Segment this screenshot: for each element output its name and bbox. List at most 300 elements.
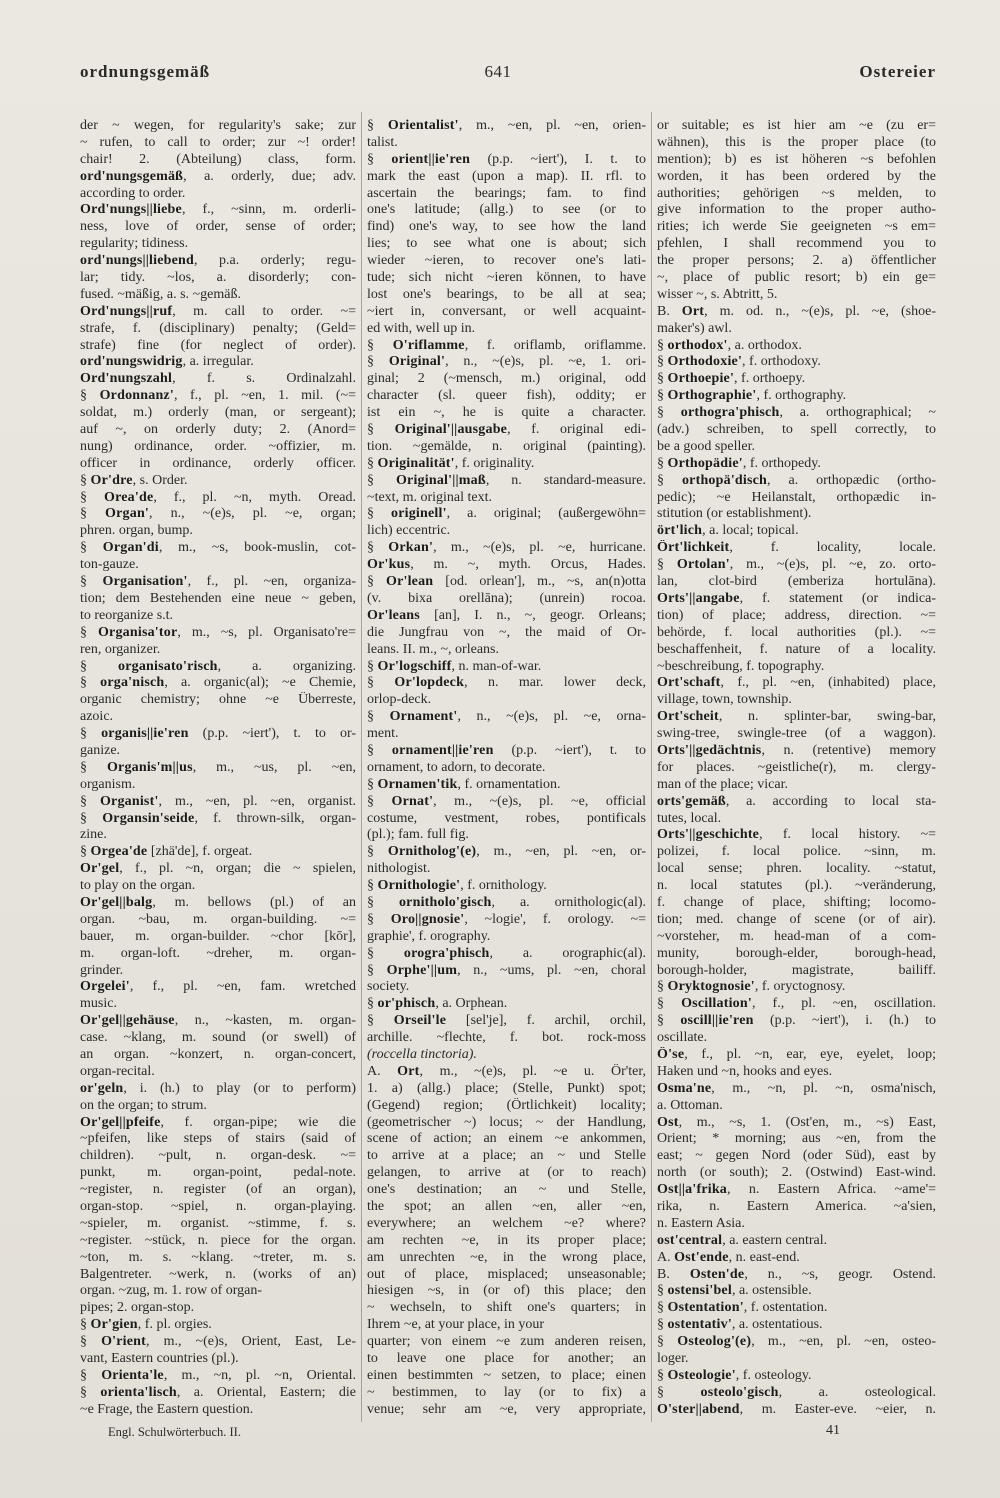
entry-text: , m. call to order. ~= <box>172 303 356 319</box>
entry-marker: § <box>657 979 668 995</box>
entry-line: music. <box>80 996 117 1012</box>
entry-line <box>367 659 646 676</box>
entry-line: ~e Frage, the Eastern question. <box>80 1401 254 1417</box>
entry-text: , a. ostensible. <box>731 1283 812 1299</box>
headword: Organist' <box>99 793 159 809</box>
entry-text: , a. osteological. <box>778 1384 936 1400</box>
headword: Or'kus <box>367 557 411 573</box>
entry-marker: § <box>657 371 668 387</box>
entry-text: , m. od. n., ~(e)s, pl. ~e, (shoe- <box>704 303 936 319</box>
headword: ornitholo'gisch <box>398 894 492 910</box>
entry-line: soldat, m.) orderly (man, or sergeant); <box>80 405 356 421</box>
entry-line: ~pfeifen, like steps of stairs (said of <box>80 1131 356 1147</box>
entry-marker: § <box>80 472 91 488</box>
entry-text: , m., ~(e)s, pl. ~e, official <box>433 793 646 809</box>
entry-line: ~iert in, conversant, or well acquaint- <box>367 303 646 319</box>
entry-line: swing-tree, swingle-tree (of a waggon). <box>657 726 936 742</box>
headword: Original' <box>388 354 446 370</box>
entry-marker: § <box>80 540 103 556</box>
entry-text: , m., ~en, pl. ~en, osteo- <box>751 1334 936 1350</box>
entry-line <box>657 979 936 996</box>
entry-line: mention); b) es ist höheren ~s befohlen <box>657 151 936 167</box>
headword: organisato'risch <box>118 658 218 674</box>
entry-line: graphie', f. orography. <box>367 928 491 944</box>
entry-marker: § <box>367 911 391 927</box>
headword: or'phisch <box>377 996 436 1012</box>
entry-line <box>367 675 646 692</box>
entry-line: lies; to see what one is about; sich <box>367 236 646 252</box>
entry-marker: § <box>657 388 668 404</box>
headword: O'riflamme <box>392 337 465 353</box>
entry-line: ~vorsteher, m. head-man of a com- <box>657 928 936 944</box>
entry-line: quarter; von einem ~e zum anderen reisen, <box>367 1334 646 1350</box>
entry-line: one's destination; an ~ und Stelle, <box>367 1182 646 1198</box>
entry-marker: § <box>367 844 388 860</box>
printer-imprint: Engl. Schulwörterbuch. II. <box>108 1425 241 1439</box>
entry-marker: § <box>80 506 106 522</box>
entry-line: pfehlen, I shall recommend you to <box>657 236 936 252</box>
headword: Organisa'tor <box>97 624 178 640</box>
headword: orts'gemäß <box>657 793 726 809</box>
entry-line <box>657 1081 936 1098</box>
entry-marker: § <box>657 557 677 573</box>
entry-line: ~ bestimmen, to lay (or to fix) a <box>367 1384 646 1400</box>
headword: Original'||ausgabe <box>394 422 508 438</box>
headword: orogra'phisch <box>403 945 490 961</box>
entry-line <box>657 1182 936 1199</box>
entry-line: bauer, m. organ-builder. ~chor [kōr], <box>80 928 356 944</box>
entry-line: ment. <box>367 726 399 742</box>
entry-line: local sense; phren. locality. ~statut, <box>657 861 936 877</box>
entry-line <box>367 777 646 794</box>
entry-line <box>80 1115 356 1132</box>
entry-line <box>657 371 936 388</box>
headword: Ortolan' <box>676 557 730 573</box>
headword: organis||ie'ren <box>101 726 189 742</box>
entry-line <box>80 473 356 490</box>
entry-text: , f. orthodoxy. <box>742 354 821 370</box>
entry-line: talist. <box>367 134 398 150</box>
entry-line: chair! 2. (Abteilung) class, form. <box>80 151 356 167</box>
entry-line <box>80 202 356 219</box>
entry-text: , a. local; topical. <box>702 523 799 539</box>
entry-line <box>80 726 356 743</box>
headword: Ö'se <box>657 1046 685 1062</box>
entry-text: , m., ~us, pl. ~en, <box>192 759 356 775</box>
entry-line <box>367 1013 646 1030</box>
entry-line: orlop-deck. <box>367 692 432 708</box>
entry-line <box>367 506 646 523</box>
entry-line: Haken und ~n, hooks and eyes. <box>657 1063 833 1079</box>
entry-text: , f. ostentation. <box>743 1300 828 1316</box>
entry-line <box>80 1368 356 1385</box>
headword: originell' <box>391 506 447 522</box>
entry-line: ~register, n. register (of an organ), <box>80 1182 356 1198</box>
entry-line <box>657 996 936 1013</box>
headword: Or'lopdeck <box>394 675 465 691</box>
entry-line <box>657 1250 936 1267</box>
entry-marker: § <box>367 675 395 691</box>
headword: Organis'm||us <box>106 759 193 775</box>
entry-line: find) one's way, to see how the land <box>367 219 646 235</box>
entry-line: tion; dem Bestehenden eine neue ~ geben, <box>80 590 356 606</box>
entry-line: ren, organizer. <box>80 641 161 657</box>
entry-line <box>367 743 646 760</box>
entry-text: [od. orlean'], m., ~s, an(n)otta <box>433 574 646 590</box>
headword: Or'dre <box>90 472 133 488</box>
headword: Original'||maß <box>395 472 486 488</box>
entry-marker: § <box>80 1384 101 1400</box>
entry-text: (p.p. ~iert'), i. (h.) to <box>753 1013 936 1029</box>
entry-text: , f., pl. ~en, 1. mil. (~= <box>173 388 356 404</box>
entry-marker: B. <box>657 303 682 319</box>
entry-line: mark the east (upon a map). II. rfl. to <box>367 168 646 184</box>
entry-line: ascertain the bearings; fam. to find <box>367 185 646 201</box>
entry-marker: § <box>367 996 378 1012</box>
headword: Ordonnanz' <box>99 388 174 404</box>
entry-line: costume, vestment, robes, pontificals <box>367 810 646 826</box>
entry-marker: § <box>367 151 392 167</box>
entry-marker: § <box>80 1334 102 1350</box>
entry-line <box>80 1317 356 1334</box>
headword: ostensi'bel <box>667 1283 732 1299</box>
headword: Ort'schaft <box>657 675 721 691</box>
entry-line: (pl.); fam. full fig. <box>367 827 469 843</box>
entry-line: on the organ; to strum. <box>80 1097 207 1113</box>
entry-line: to leave one place for another; an <box>367 1351 646 1367</box>
entry-line: or suitable; es ist hier am ~e (zu er= <box>657 118 936 133</box>
entry-line: everywhere; an welchem ~e? where? <box>367 1215 646 1231</box>
entry-marker: § <box>367 354 389 370</box>
entry-line: ~ wechseln, to shift one's quarters; in <box>367 1300 646 1316</box>
entry-text: , f., pl. ~n, myth. Oread. <box>153 489 356 505</box>
headword: Orts'||geschichte <box>657 827 760 843</box>
entry-text: , m., ~(e)s, pl. ~e, zo. orto- <box>729 557 936 573</box>
entry-line: children). ~pult, n. organ-desk. ~= <box>80 1148 356 1164</box>
entry-line <box>657 1267 936 1284</box>
entry-line: organ. ~bau, m. organ-building. ~= <box>80 911 356 927</box>
headword: ord'nungs||liebend <box>80 253 195 269</box>
entry-marker: § <box>657 472 682 488</box>
entry-text: , a. Oriental, Eastern; die <box>176 1384 356 1400</box>
entry-line <box>80 675 356 692</box>
entry-line: organ. ~zug, m. 1. row of organ- <box>80 1283 263 1299</box>
headword: orienta'lisch <box>100 1384 177 1400</box>
entry-line <box>657 304 936 321</box>
entry-text: , a. original; (außergewöhn= <box>446 506 646 522</box>
entry-text: , f., pl. ~n, organ; die ~ spielen, <box>119 861 356 877</box>
entry-marker: § <box>80 1317 91 1333</box>
entry-text: , n., ~(e)s, pl. ~e, orna- <box>457 709 646 725</box>
dictionary-column <box>657 118 936 1422</box>
entry-text: , f. ornithology. <box>460 878 547 894</box>
entry-text: , n. (retentive) memory <box>761 742 936 758</box>
entry-line <box>80 811 356 828</box>
entry-marker: § <box>657 455 668 471</box>
entry-line: Balgentreter. ~werk, n. (works of an) <box>80 1266 356 1282</box>
entry-line: ~beschreibung, f. topography. <box>657 658 825 674</box>
headword: ostentativ' <box>667 1317 732 1333</box>
headword: Or'gel <box>80 861 120 877</box>
entry-text: , n., ~(e)s, pl. ~e, organ; <box>149 506 356 522</box>
headword: orthodox' <box>667 337 728 353</box>
entry-text: , m., ~en, pl. ~en, or- <box>476 844 646 860</box>
entry-marker: § <box>657 1367 668 1383</box>
entry-line <box>80 1081 356 1098</box>
entry-text: , s. Order. <box>132 472 188 488</box>
entry-line: am unrechten ~e, in the wrong place, <box>367 1249 646 1265</box>
headword: Ord'nungszahl <box>80 371 173 387</box>
entry-line <box>657 1300 936 1317</box>
headword: or'geln <box>80 1080 124 1096</box>
entry-line: rika, n. Eastern America. ~a'sien, <box>657 1199 936 1214</box>
entry-text: , m. ~, myth. Orcus, Hades. <box>410 557 646 573</box>
entry-line: polizei, f. local police. ~sinn, m. <box>657 844 936 860</box>
page-number: 641 <box>484 62 512 81</box>
entry-line: to arrive at a place; an ~ und Stelle <box>367 1148 646 1164</box>
entry-line <box>80 794 356 811</box>
entry-text: , f., pl. ~n, ear, eye, eyelet, loop; <box>684 1046 936 1062</box>
headword: Ost <box>657 1114 679 1130</box>
entry-line <box>367 540 646 557</box>
entry-line: to reorganize s.t. <box>80 607 174 623</box>
entry-line <box>80 540 356 557</box>
entry-line <box>80 574 356 591</box>
entry-text: , f., pl. ~en, organiza- <box>187 574 356 590</box>
entry-line <box>80 304 356 321</box>
entry-line <box>80 371 356 388</box>
entry-text: , n. east-end. <box>728 1249 800 1265</box>
entry-line: officer in ordinance, orderly officer. <box>80 455 356 471</box>
entry-text: , f. thrown-silk, organ- <box>194 810 356 826</box>
entry-line: ton-gauze. <box>80 557 139 573</box>
entry-line <box>367 608 646 625</box>
entry-text: , n. splinter-bar, swing-bar, <box>718 709 936 725</box>
entry-text: , n., ~s, geogr. Ostend. <box>744 1266 936 1282</box>
entry-line <box>657 1283 936 1300</box>
entry-line: north (or south); 2. (Ostwind) East-wind. <box>657 1165 936 1181</box>
entry-text: , a. orthodox. <box>727 337 802 353</box>
headword: oscill||ie'ren <box>680 1013 754 1029</box>
headword: Orphe'||um <box>386 962 458 978</box>
entry-line: ~ton, m. s. ~klang. ~treter, m. s. <box>80 1249 356 1265</box>
entry-line <box>657 1047 936 1064</box>
entry-line: rities; ich werde Sie geeigneten ~s em= <box>657 219 936 235</box>
headword: Orthographie' <box>667 388 757 404</box>
entry-text: , f. locality, locale. <box>729 540 936 556</box>
entry-line <box>367 844 646 861</box>
entry-line <box>367 996 646 1013</box>
entry-line <box>80 1013 356 1030</box>
headword: Ört'lichkeit <box>657 540 730 556</box>
entry-line: one's latitude; (allg.) to see (or to <box>367 202 646 218</box>
entry-marker: § <box>367 945 404 961</box>
headword: Oro||gnosie' <box>390 911 465 927</box>
entry-text: , a. orographic(al). <box>489 945 646 961</box>
entry-line: wähnen), this is the proper place (to <box>657 134 936 150</box>
entry-line: lost one's bearings, to be all at sea; <box>367 286 646 302</box>
entry-text: , f. s. Ordinalzahl. <box>172 371 356 387</box>
entry-line: 1. a) (allg.) place; (Stelle, Punkt) spot; <box>367 1080 646 1096</box>
entry-text: , f., pl. ~en, oscillation. <box>751 996 936 1012</box>
entry-line <box>657 557 936 574</box>
entry-line: ness, love of order, sense of order; <box>80 219 356 235</box>
entry-line <box>80 1334 356 1351</box>
entry-line: village, town, township. <box>657 692 792 708</box>
entry-text: , f. pl. orgies. <box>137 1317 212 1333</box>
entry-text: , f., pl. ~en, (inhabited) place, <box>720 675 936 691</box>
dictionary-column <box>367 118 646 1422</box>
headword: Ord'nungs||liebe <box>80 202 182 218</box>
entry-line: n. Eastern Asia. <box>657 1215 745 1231</box>
entry-line <box>367 963 646 980</box>
entry-text: , f. local history. ~= <box>759 827 936 843</box>
entry-text: , n., ~kasten, m. organ- <box>174 1013 356 1029</box>
headword: Or'gel||gehäuse <box>80 1013 175 1029</box>
entry-text: , f. ornamentation. <box>457 776 561 792</box>
entry-marker: § <box>80 793 100 809</box>
entry-line: Orient; * morning; aus ~en, from the <box>657 1131 936 1147</box>
entry-text: (p.p. ~iert'), t. to <box>493 742 646 758</box>
column-divider <box>361 112 362 1422</box>
headword: Orientalist' <box>387 118 459 133</box>
headword: Or'gel||pfeife <box>80 1114 161 1130</box>
entry-text: , f., ~sinn, m. orderli- <box>181 202 356 218</box>
entry-line: pedic); ~e Heilanstalt, orthopædic in- <box>657 489 936 505</box>
entry-line: lich) eccentric. <box>367 523 451 539</box>
entry-text: , f. oriflamb, oriflamme. <box>464 337 646 353</box>
entry-marker: § <box>367 894 399 910</box>
entry-line <box>657 405 936 422</box>
entry-line: einen bestimmten ~ setzen, to place; einen <box>367 1367 646 1383</box>
entry-marker: § <box>367 658 378 674</box>
entry-marker: § <box>367 709 390 725</box>
entry-line: hiesigen ~s, in (or of) this place; den <box>367 1283 646 1299</box>
headword: Or'leans <box>367 607 420 623</box>
entry-line <box>657 1385 936 1402</box>
entry-line <box>367 912 646 929</box>
entry-marker: § <box>367 455 378 471</box>
entry-text: , m., ~n, pl. ~n, osma'nisch, <box>711 1080 936 1096</box>
headword: ört'lich <box>657 523 703 539</box>
entry-text: , m., ~en, pl. ~en, orien- <box>458 118 646 133</box>
entry-line <box>657 338 936 355</box>
entry-line <box>80 625 356 642</box>
headword: Or'gien <box>90 1317 138 1333</box>
entry-line: ~spieler, m. organist. ~stimme, f. s. <box>80 1215 356 1231</box>
entry-line <box>657 1317 936 1334</box>
entry-marker: § <box>80 624 98 640</box>
entry-line: munity, borough-elder, borough-head, <box>657 945 936 961</box>
entry-line: tutes, local. <box>657 810 722 826</box>
entry-line <box>80 760 356 777</box>
entry-line: zine. <box>80 827 107 843</box>
entry-text: , n., ~ums, pl. ~en, choral <box>457 962 646 978</box>
entry-marker: § <box>367 118 388 133</box>
entry-line: organism. <box>80 776 136 792</box>
entry-text: , m., ~(e)s, pl. ~e, hurricane. <box>433 540 646 556</box>
entry-text: , m., ~s, pl. Organisato're= <box>177 624 356 640</box>
entry-marker: § <box>657 1013 681 1029</box>
entry-text: [sel'je], f. archil, orchil, <box>446 1013 646 1029</box>
entry-line <box>367 895 646 912</box>
entry-text: , a. eastern central. <box>722 1232 828 1248</box>
entry-text: , m. bellows (pl.) of an <box>152 894 356 910</box>
entry-line: ~register. ~stück, n. piece for the organ. <box>80 1232 356 1248</box>
entry-line <box>367 473 646 490</box>
entry-line: tion; med. change of scene (or of air). <box>657 911 936 927</box>
entry-line <box>367 946 646 963</box>
entry-line <box>367 794 646 811</box>
running-head-left: ordnungsgemäß <box>80 62 211 81</box>
entry-text: , a. organizing. <box>217 658 356 674</box>
running-head-right: Ostereier <box>859 62 936 81</box>
headword: Orkan' <box>388 540 434 556</box>
headword: ord'nungswidrig <box>80 354 183 370</box>
entry-text: , a. organic(al); ~e Chemie, <box>164 675 356 691</box>
headword: Orts'||gedächtnis <box>657 742 762 758</box>
headword: Orea'de <box>104 489 154 505</box>
entry-marker: § <box>80 726 102 742</box>
entry-line: worden, it has been ordered by the <box>657 168 936 184</box>
headword: Osma'ne <box>657 1080 712 1096</box>
entry-text: , f. osteology. <box>735 1367 812 1383</box>
entry-text: , m., ~en, pl. ~en, organist. <box>158 793 356 809</box>
entry-line: scene of action; an einem ~e ankommen, <box>367 1131 646 1147</box>
entry-marker: § <box>657 337 668 353</box>
entry-text: , n. Eastern Africa. ~ame'= <box>727 1182 936 1198</box>
entry-text: , f. orthopedy. <box>742 455 821 471</box>
entry-line <box>367 1064 646 1081</box>
headword: Organ' <box>105 506 150 522</box>
entry-line: wisser ~, s. Abtritt, 5. <box>657 286 778 302</box>
entry-line: to play on the organ. <box>80 878 196 894</box>
entry-line: leans. II. m., ~, orleans. <box>367 641 499 657</box>
entry-line: die Jungfrau von ~, the maid of Or- <box>367 624 646 640</box>
entry-line: give information to the proper autho- <box>657 202 936 218</box>
entry-line <box>80 844 356 861</box>
entry-text: , ~logie', f. orology. ~= <box>464 911 646 927</box>
entry-marker: § <box>367 878 378 894</box>
headword: Osten'de <box>689 1266 745 1282</box>
headword: Ort <box>397 1063 420 1079</box>
entry-text: , p.a. orderly; regu- <box>194 253 356 269</box>
entry-text: , m., ~n, pl. ~n, Oriental. <box>163 1367 356 1383</box>
entry-line: (adv.) schreiben, to spell correctly, to <box>657 422 936 438</box>
entry-marker: § <box>657 405 681 421</box>
entry-line: maker's) awl. <box>657 320 732 336</box>
entry-text: (p.p. ~iert'), t. to or- <box>188 726 356 742</box>
entry-text: , f. originality. <box>454 455 535 471</box>
entry-line <box>657 354 936 371</box>
entry-text: , n. man-of-war. <box>451 658 542 674</box>
entry-line: ist ein ~, he is quite a character. <box>367 405 646 421</box>
entry-text: , a. orthopædic (ortho- <box>767 472 936 488</box>
entry-marker: § <box>80 1367 102 1383</box>
entry-text: , m., ~s, book-muslin, cot- <box>158 540 356 556</box>
entry-marker: § <box>80 675 101 691</box>
headword: osteolo'gisch <box>700 1384 779 1400</box>
entry-line: behörde, f. local authorities (pl.). ~= <box>657 624 936 640</box>
headword: orga'nisch <box>100 675 165 691</box>
entry-marker: § <box>367 540 389 556</box>
headword: ord'nungsgemäß <box>80 168 184 184</box>
entry-marker: § <box>367 1013 394 1029</box>
entry-marker: § <box>367 422 395 438</box>
entry-line <box>80 354 356 371</box>
signature-mark: 41 <box>826 1423 840 1438</box>
entry-text: , f. oryctognosy. <box>754 979 846 995</box>
